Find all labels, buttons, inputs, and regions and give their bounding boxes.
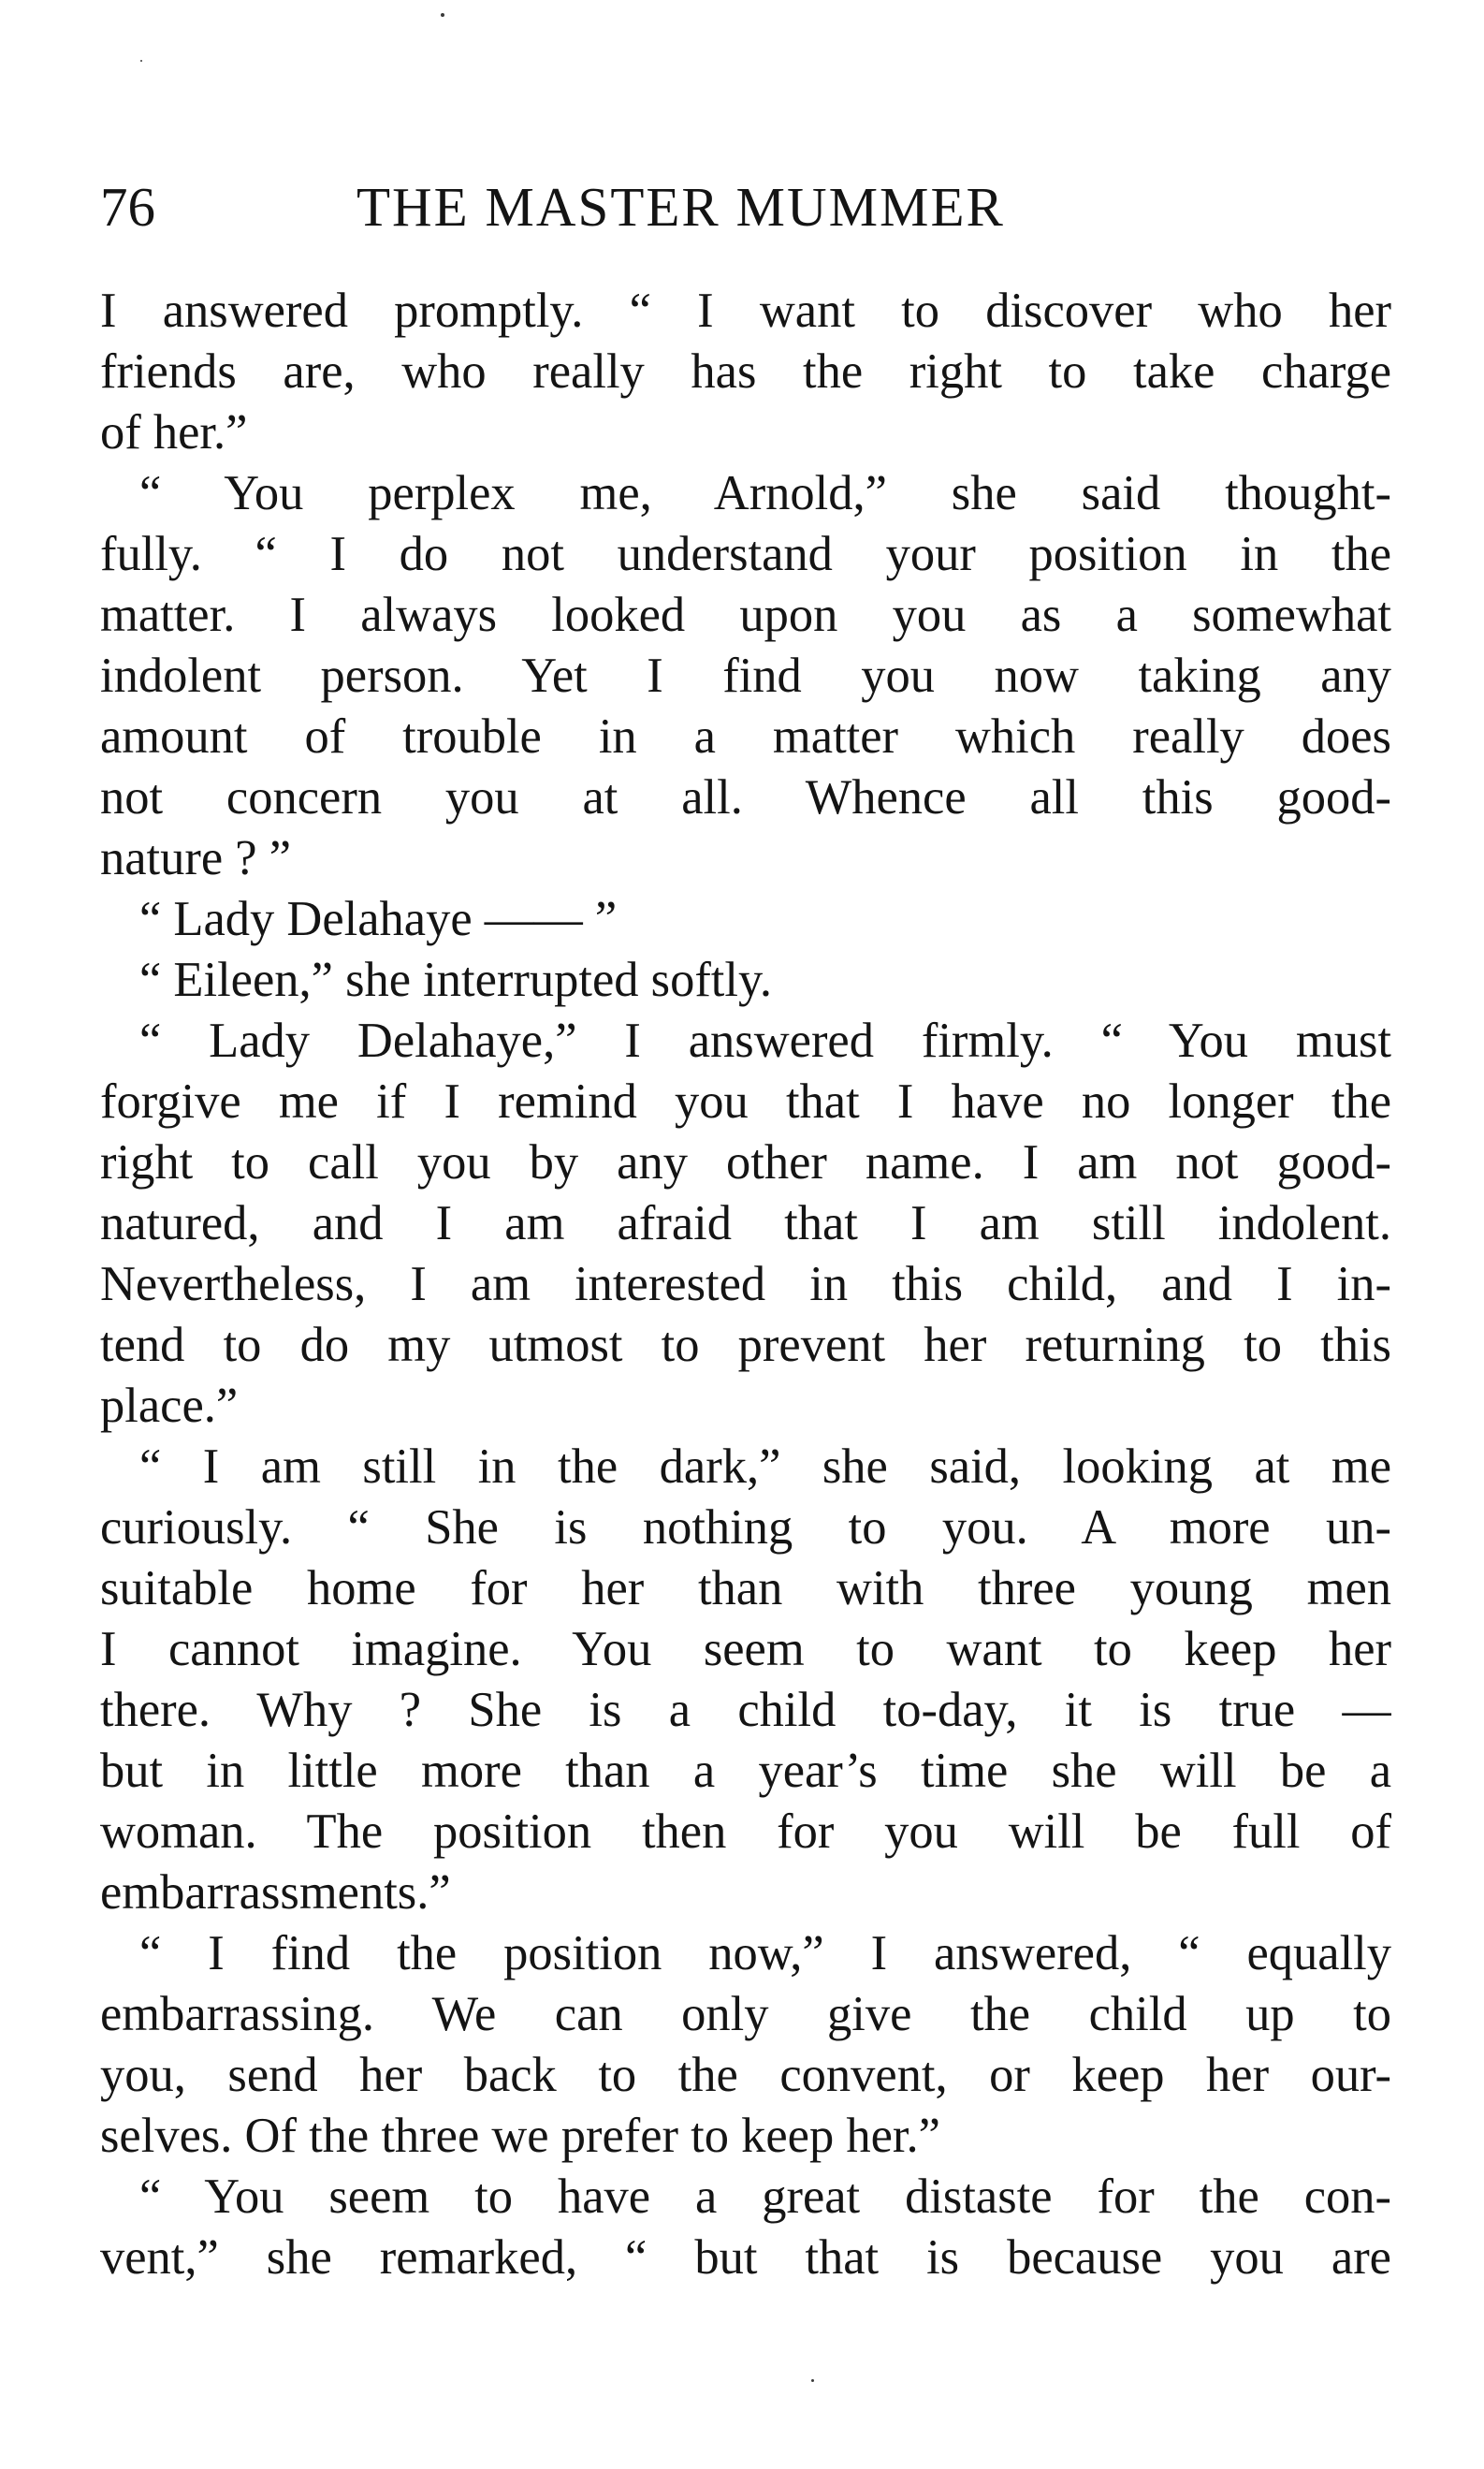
text-line: tend to do my utmost to prevent her returning to this (100, 1318, 1391, 1372)
text-line: of her.” (100, 405, 248, 460)
text-line: “ You seem to have a great distaste for the con- (139, 2170, 1391, 2224)
ink-speck (140, 60, 142, 62)
text-line: Nevertheless, I am interested in this child, and I in- (100, 1257, 1391, 1311)
running-title: THE MASTER MUMMER (356, 176, 1005, 238)
text-line: not concern you at all. Whence all this good- (100, 770, 1391, 825)
text-line: woman. The position then for you will be full of (100, 1804, 1391, 1859)
text-line: “ Lady Delahaye —— ” (139, 892, 618, 946)
text-line: vent,” she remarked, “ but that is because you are (100, 2230, 1391, 2285)
text-line: forgive me if I remind you that I have no longer the (100, 1074, 1391, 1129)
text-line: “ I find the position now,” I answered, “ equally (139, 1926, 1391, 1980)
text-line: embarrassments.” (100, 1865, 451, 1920)
ink-speck (441, 13, 444, 17)
text-line: fully. “ I do not understand your position in the (100, 527, 1391, 581)
text-line: “ Eileen,” she interrupted softly. (139, 953, 772, 1007)
ink-speck (811, 2379, 814, 2382)
text-line: curiously. “ She is nothing to you. A more un- (100, 1500, 1391, 1555)
text-line: “ You perplex me, Arnold,” she said thought- (139, 466, 1391, 520)
text-line: I answered promptly. “ I want to discover who her (100, 284, 1391, 338)
page-number: 76 (100, 176, 155, 238)
text-line: but in little more than a year’s time she will be a (100, 1744, 1391, 1798)
text-line: you, send her back to the convent, or keep her our- (100, 2048, 1391, 2102)
text-line: nature ? ” (100, 831, 292, 885)
text-line: matter. I always looked upon you as a somewhat (100, 588, 1391, 642)
body-text (100, 281, 1391, 2288)
text-line: friends are, who really has the right to take charge (100, 344, 1391, 399)
text-line: embarrassing. We can only give the child up to (100, 1987, 1391, 2041)
text-line: suitable home for her than with three young men (100, 1561, 1391, 1615)
text-line: “ I am still in the dark,” she said, looking at me (139, 1439, 1391, 1494)
text-line: selves. Of the three we prefer to keep her.” (100, 2109, 940, 2163)
text-line: natured, and I am afraid that I am still indolent. (100, 1196, 1391, 1250)
text-line: I cannot imagine. You seem to want to keep her (100, 1622, 1391, 1676)
text-line: indolent person. Yet I find you now taking any (100, 649, 1391, 703)
text-line: place.” (100, 1379, 239, 1433)
text-line: right to call you by any other name. I am not good- (100, 1135, 1391, 1190)
text-line: amount of trouble in a matter which really does (100, 709, 1391, 764)
text-line: “ Lady Delahaye,” I answered firmly. “ You must (139, 1014, 1391, 1068)
text-line: there. Why ? She is a child to-day, it is true — (100, 1683, 1391, 1737)
page-header (100, 165, 1391, 249)
